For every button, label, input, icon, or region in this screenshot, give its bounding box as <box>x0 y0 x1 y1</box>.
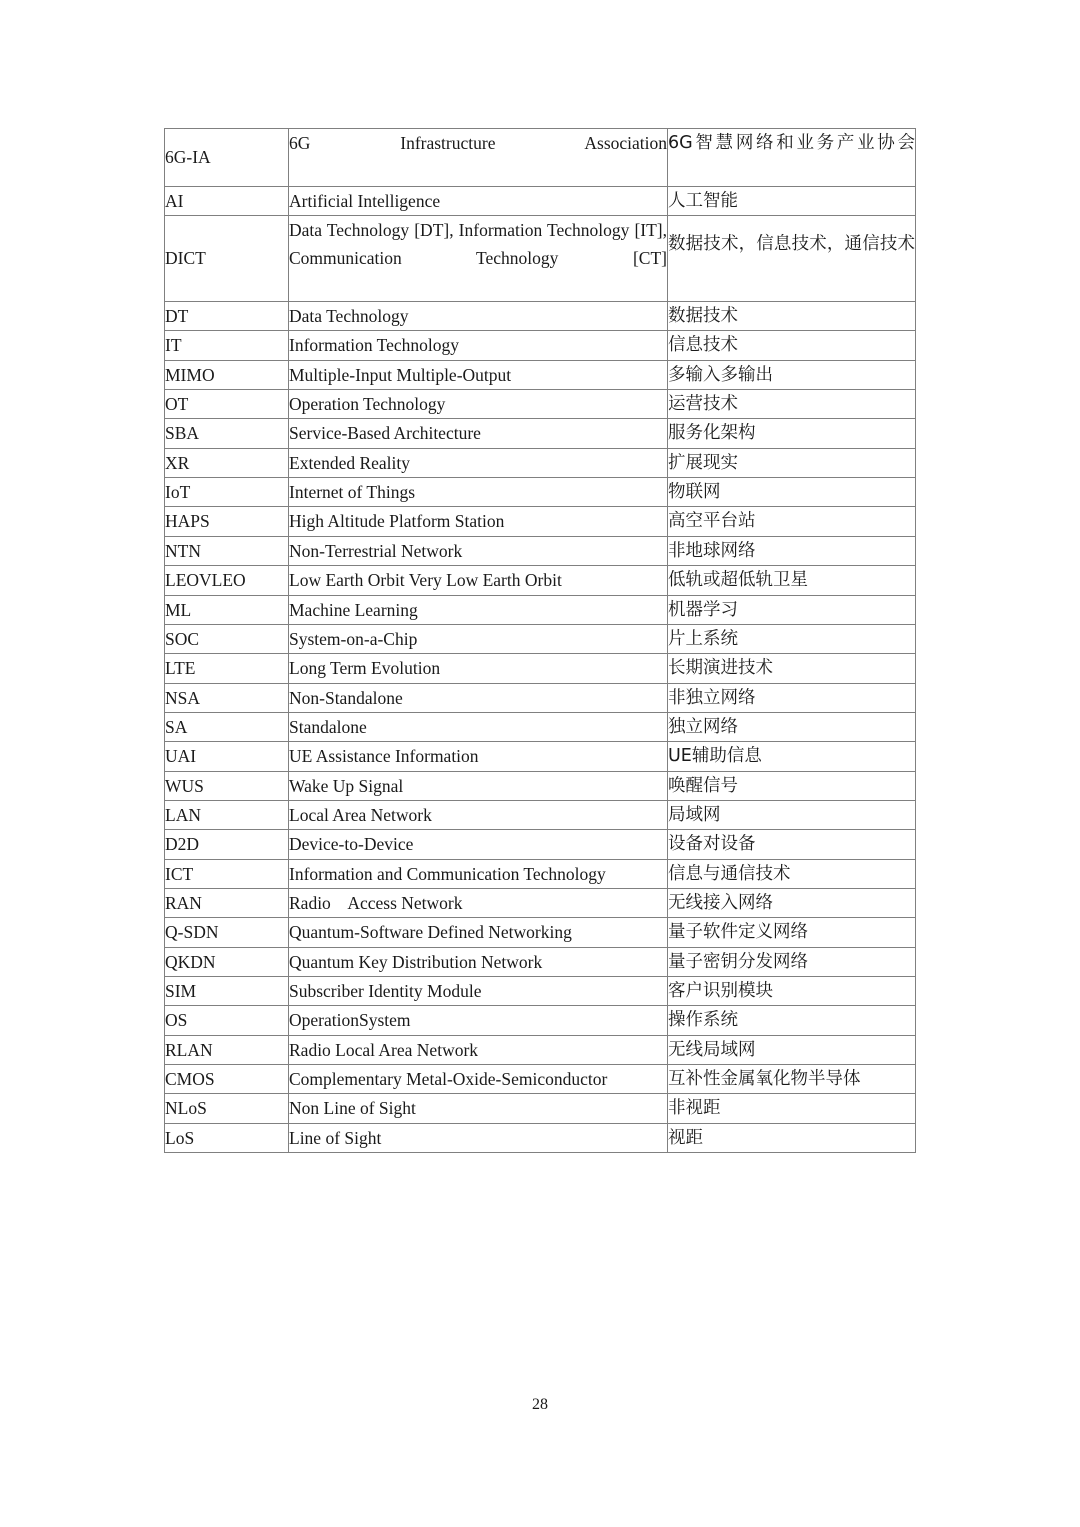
cell-full-form: Internet of Things <box>289 478 668 507</box>
cell-abbreviation: RAN <box>165 888 289 917</box>
cell-full-form: OperationSystem <box>289 1006 668 1035</box>
cell-full-form: Standalone <box>289 712 668 741</box>
cell-full-form: Line of Sight <box>289 1123 668 1152</box>
cell-chinese: 视距 <box>668 1123 916 1152</box>
cell-abbreviation: ML <box>165 595 289 624</box>
cell-chinese: 长期演进技术 <box>668 654 916 683</box>
table-row <box>165 419 916 448</box>
cell-chinese: 局域网 <box>668 800 916 829</box>
cell-chinese: 无线接入网络 <box>668 888 916 917</box>
abbreviations-table <box>164 128 916 1153</box>
cell-abbreviation: Q-SDN <box>165 918 289 947</box>
cell-chinese: 片上系统 <box>668 624 916 653</box>
cell-full-form: Information Technology <box>289 331 668 360</box>
table-row <box>165 448 916 477</box>
cell-full-form: Radio Local Area Network <box>289 1035 668 1064</box>
cell-chinese: 互补性金属氧化物半导体 <box>668 1065 916 1094</box>
cell-abbreviation: SBA <box>165 419 289 448</box>
table-row <box>165 800 916 829</box>
cell-abbreviation: QKDN <box>165 947 289 976</box>
table-row <box>165 1065 916 1094</box>
cell-chinese: 服务化架构 <box>668 419 916 448</box>
table-row <box>165 683 916 712</box>
cell-abbreviation: CMOS <box>165 1065 289 1094</box>
cell-chinese: 量子软件定义网络 <box>668 918 916 947</box>
cell-abbreviation: LoS <box>165 1123 289 1152</box>
table-row <box>165 918 916 947</box>
cell-chinese: 非独立网络 <box>668 683 916 712</box>
cell-abbreviation: DICT <box>165 216 289 302</box>
cell-full-form: High Altitude Platform Station <box>289 507 668 536</box>
table-row <box>165 1035 916 1064</box>
cell-chinese: 人工智能 <box>668 186 916 215</box>
cell-full-form: Information and Communication Technology <box>289 859 668 888</box>
cell-full-form: Complementary Metal-Oxide-Semiconductor <box>289 1065 668 1094</box>
cell-chinese: 无线局域网 <box>668 1035 916 1064</box>
cell-abbreviation: SOC <box>165 624 289 653</box>
table-row <box>165 742 916 771</box>
table-row <box>165 129 916 187</box>
cell-abbreviation: HAPS <box>165 507 289 536</box>
cell-full-form: Quantum-Software Defined Networking <box>289 918 668 947</box>
table-row <box>165 566 916 595</box>
cell-chinese: 运营技术 <box>668 390 916 419</box>
cell-abbreviation: MIMO <box>165 360 289 389</box>
cell-abbreviation: D2D <box>165 830 289 859</box>
cell-abbreviation: IT <box>165 331 289 360</box>
cell-full-form: Subscriber Identity Module <box>289 976 668 1005</box>
cell-full-form: Non-Standalone <box>289 683 668 712</box>
cell-chinese: 设备对设备 <box>668 830 916 859</box>
table-row <box>165 1006 916 1035</box>
cell-abbreviation: DT <box>165 302 289 331</box>
table-row <box>165 859 916 888</box>
table-row <box>165 1094 916 1123</box>
cell-chinese: 高空平台站 <box>668 507 916 536</box>
table-row <box>165 888 916 917</box>
cell-full-form: Wake Up Signal <box>289 771 668 800</box>
table-row <box>165 1123 916 1152</box>
cell-abbreviation: OT <box>165 390 289 419</box>
table-row <box>165 331 916 360</box>
cell-chinese: 多输入多输出 <box>668 360 916 389</box>
cell-abbreviation: XR <box>165 448 289 477</box>
cell-chinese: 数据技术，信息技术，通信技术 <box>668 216 916 302</box>
cell-abbreviation: WUS <box>165 771 289 800</box>
cell-full-form: Artificial Intelligence <box>289 186 668 215</box>
cell-chinese: 6G智慧网络和业务产业协会 <box>668 129 916 187</box>
cell-chinese: 非地球网络 <box>668 536 916 565</box>
table-row <box>165 302 916 331</box>
cell-abbreviation: OS <box>165 1006 289 1035</box>
cell-chinese: 物联网 <box>668 478 916 507</box>
cell-abbreviation: AI <box>165 186 289 215</box>
cell-chinese: 机器学习 <box>668 595 916 624</box>
cell-chinese: 扩展现实 <box>668 448 916 477</box>
cell-full-form: Non-Terrestrial Network <box>289 536 668 565</box>
cell-full-form: System-on-a-Chip <box>289 624 668 653</box>
cell-abbreviation: LTE <box>165 654 289 683</box>
table-row <box>165 360 916 389</box>
cell-abbreviation: 6G-IA <box>165 129 289 187</box>
cell-chinese: 量子密钥分发网络 <box>668 947 916 976</box>
cell-abbreviation: UAI <box>165 742 289 771</box>
cell-chinese: 客户识别模块 <box>668 976 916 1005</box>
table-row <box>165 654 916 683</box>
cell-chinese: 唤醒信号 <box>668 771 916 800</box>
table-row <box>165 216 916 302</box>
cell-full-form: Operation Technology <box>289 390 668 419</box>
table-row <box>165 947 916 976</box>
cell-full-form: Low Earth Orbit Very Low Earth Orbit <box>289 566 668 595</box>
cell-full-form: Service-Based Architecture <box>289 419 668 448</box>
cell-chinese: 非视距 <box>668 1094 916 1123</box>
cell-full-form: Long Term Evolution <box>289 654 668 683</box>
cell-full-form: Quantum Key Distribution Network <box>289 947 668 976</box>
cell-abbreviation: SIM <box>165 976 289 1005</box>
table-row <box>165 507 916 536</box>
table-row <box>165 478 916 507</box>
page-number: 28 <box>532 1396 548 1413</box>
cell-full-form: Radio Access Network <box>289 888 668 917</box>
cell-abbreviation: NLoS <box>165 1094 289 1123</box>
cell-abbreviation: SA <box>165 712 289 741</box>
cell-full-form: Device-to-Device <box>289 830 668 859</box>
table-row <box>165 830 916 859</box>
cell-full-form: Data Technology <box>289 302 668 331</box>
cell-chinese: 操作系统 <box>668 1006 916 1035</box>
table-row <box>165 536 916 565</box>
table-row <box>165 771 916 800</box>
cell-chinese: 低轨或超低轨卫星 <box>668 566 916 595</box>
cell-abbreviation: RLAN <box>165 1035 289 1064</box>
cell-abbreviation: ICT <box>165 859 289 888</box>
abbreviations-table-body <box>165 129 916 1153</box>
cell-abbreviation: LEOVLEO <box>165 566 289 595</box>
cell-full-form: Multiple-Input Multiple-Output <box>289 360 668 389</box>
cell-full-form: UE Assistance Information <box>289 742 668 771</box>
cell-full-form: Non Line of Sight <box>289 1094 668 1123</box>
cell-abbreviation: IoT <box>165 478 289 507</box>
cell-full-form: Data Technology [DT], Information Technology [IT], Communication Technology [CT] <box>289 216 668 302</box>
cell-chinese: 信息技术 <box>668 331 916 360</box>
cell-full-form: 6G Infrastructure Association <box>289 129 668 187</box>
cell-abbreviation: LAN <box>165 800 289 829</box>
table-row <box>165 624 916 653</box>
cell-chinese: 信息与通信技术 <box>668 859 916 888</box>
cell-abbreviation: NTN <box>165 536 289 565</box>
cell-full-form: Machine Learning <box>289 595 668 624</box>
cell-chinese: 数据技术 <box>668 302 916 331</box>
cell-full-form: Local Area Network <box>289 800 668 829</box>
table-row <box>165 976 916 1005</box>
cell-chinese: 独立网络 <box>668 712 916 741</box>
table-row <box>165 390 916 419</box>
table-row <box>165 712 916 741</box>
table-row <box>165 186 916 215</box>
cell-abbreviation: NSA <box>165 683 289 712</box>
cell-chinese: UE辅助信息 <box>668 742 916 771</box>
cell-full-form: Extended Reality <box>289 448 668 477</box>
table-row <box>165 595 916 624</box>
